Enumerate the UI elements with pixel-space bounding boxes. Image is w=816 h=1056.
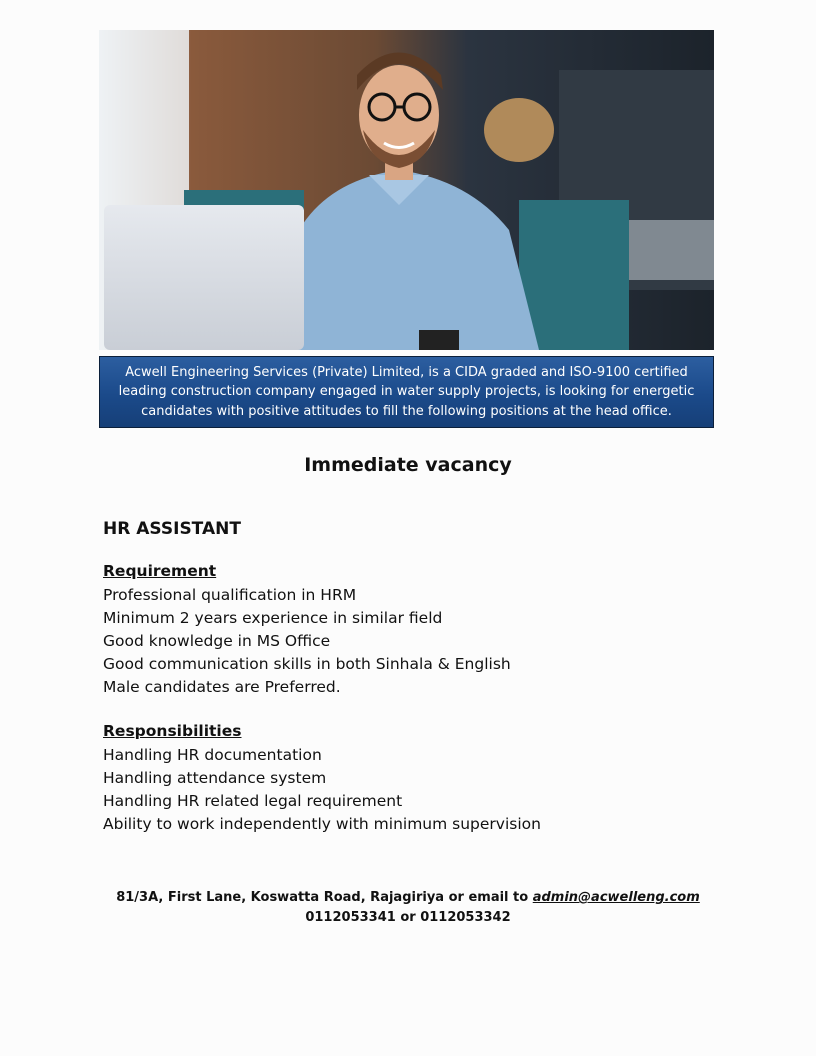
responsibility-item: Ability to work independently with minimum supervision: [103, 815, 541, 833]
requirement-title: Requirement: [103, 562, 217, 580]
company-intro-banner: [99, 356, 714, 428]
job-title: HR ASSISTANT: [103, 519, 241, 539]
requirement-list: [103, 584, 511, 699]
responsibility-item: Handling HR related legal requirement: [103, 792, 403, 810]
responsibility-item: Handling HR documentation: [103, 746, 322, 764]
requirement-item: Minimum 2 years experience in similar field: [103, 609, 443, 627]
contact-address: 81/3A, First Lane, Koswatta Road, Rajagiriya or email to: [116, 890, 533, 905]
responsibilities-list: [103, 744, 541, 836]
requirement-item: Male candidates are Preferred.: [103, 678, 341, 696]
contact-footer: [0, 888, 816, 928]
responsibilities-title: Responsibilities: [103, 722, 242, 740]
contact-phones: 0112053341 or 0112053342: [305, 910, 511, 925]
company-intro-text: Acwell Engineering Services (Private) Limited, is a CIDA graded and ISO-9100 certified leading construction company engaged in water supply projects, is looking for energetic candidates with positive attitudes to fill the following positions at the head office.: [118, 364, 695, 419]
page-heading: Immediate vacancy: [304, 454, 512, 476]
requirement-item: Professional qualification in HRM: [103, 586, 357, 604]
responsibility-item: Handling attendance system: [103, 769, 327, 787]
contact-email-link[interactable]: admin@acwelleng.com: [532, 890, 700, 905]
requirement-item: Good knowledge in MS Office: [103, 632, 331, 650]
requirement-item: Good communication skills in both Sinhala & English: [103, 655, 511, 673]
header-photo: [99, 30, 714, 350]
contact-address-line: [0, 888, 816, 908]
